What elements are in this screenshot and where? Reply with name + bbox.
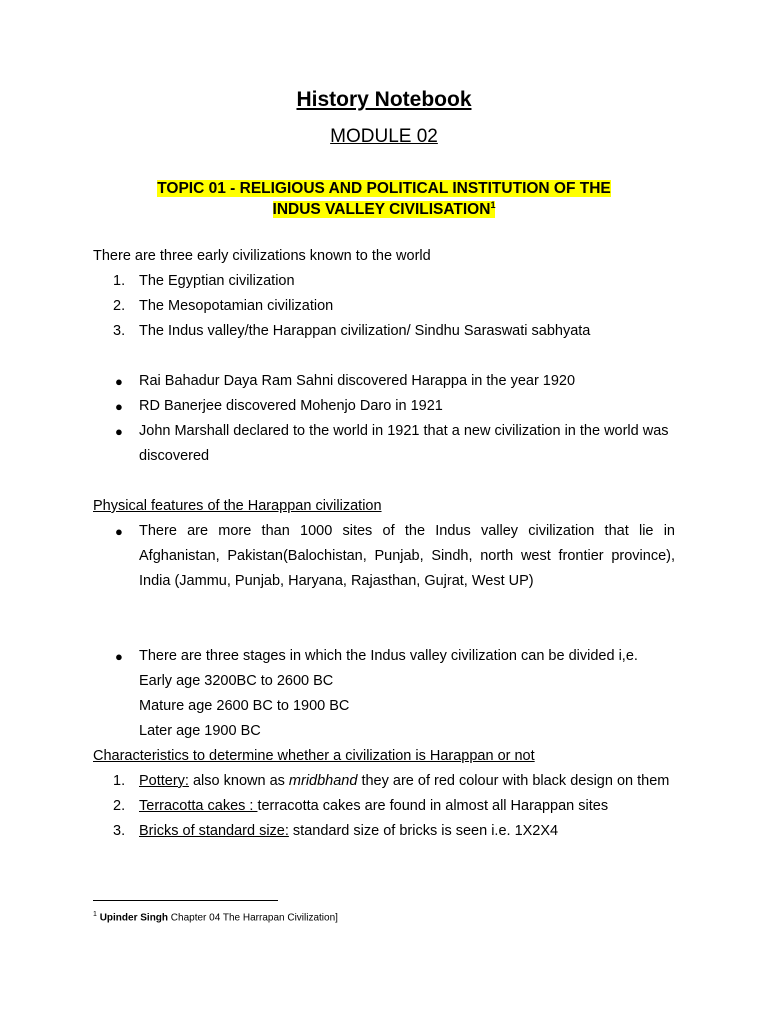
list-item-text: John Marshall declared to the world in 1921 that a new civilization in the world was discovered bbox=[139, 423, 669, 464]
list-number: 1. bbox=[113, 273, 126, 289]
footnote-divider bbox=[93, 900, 278, 901]
physical-features-list bbox=[93, 519, 675, 594]
list-number: 2. bbox=[113, 298, 126, 314]
list-item-text: The Indus valley/the Harappan civilization/ Sindhu Saraswati sabhyata bbox=[139, 323, 591, 339]
list-item-text: The Egyptian civilization bbox=[139, 273, 295, 289]
topic-heading bbox=[100, 178, 668, 220]
list-number: 3. bbox=[113, 323, 126, 339]
list-item-text: they are of red colour with black design on them bbox=[357, 773, 670, 789]
stages-list bbox=[93, 644, 675, 744]
list-number: 2. bbox=[113, 798, 126, 814]
module-heading: MODULE 02 bbox=[330, 126, 438, 147]
list-item bbox=[93, 419, 675, 469]
footnote bbox=[93, 908, 338, 925]
list-item bbox=[93, 769, 675, 794]
stage-mature: Mature age 2600 BC to 1900 BC bbox=[139, 698, 350, 714]
footnote-number: 1 bbox=[93, 911, 97, 918]
footnote-reference[interactable]: 1 bbox=[490, 199, 496, 210]
list-item-text: Rai Bahadur Daya Ram Sahni discovered Harappa in the year 1920 bbox=[139, 373, 576, 389]
term-bricks: Bricks of standard size: bbox=[139, 823, 289, 839]
discoveries-list bbox=[93, 369, 675, 469]
list-item bbox=[93, 644, 675, 744]
topic-line-1: TOPIC 01 - RELIGIOUS AND POLITICAL INSTITUTION OF THE bbox=[157, 180, 611, 197]
list-item-text: also known as bbox=[188, 773, 289, 789]
list-item bbox=[93, 319, 675, 344]
footnote-author: Upinder Singh bbox=[99, 912, 169, 924]
topic-line-2-text: INDUS VALLEY CIVILISATION bbox=[272, 201, 491, 218]
bullet-icon: ● bbox=[115, 649, 123, 664]
bullet-icon: ● bbox=[115, 374, 123, 389]
topic-line-2 bbox=[273, 201, 496, 218]
list-item-text: terracotta cakes are found in almost all Harappan sites bbox=[257, 798, 609, 814]
list-number: 1. bbox=[113, 773, 126, 789]
characteristics-heading: Characteristics to determine whether a civilization is Harappan or not bbox=[93, 748, 535, 764]
physical-features-heading: Physical features of the Harappan civilization bbox=[93, 498, 382, 514]
list-item bbox=[93, 294, 675, 319]
list-item bbox=[93, 519, 675, 594]
list-item bbox=[93, 819, 675, 844]
footnote-text: Chapter 04 The Harrapan Civilization] bbox=[168, 912, 338, 924]
civilizations-list bbox=[93, 269, 675, 344]
page-title: History Notebook bbox=[296, 88, 472, 111]
list-item-text: There are three stages in which the Indus valley civilization can be divided i,e. bbox=[139, 648, 638, 664]
stage-early: Early age 3200BC to 2600 BC bbox=[139, 673, 334, 689]
document-body bbox=[93, 244, 675, 844]
list-item bbox=[93, 369, 675, 394]
intro-paragraph: There are three early civilizations known to the world bbox=[93, 248, 431, 264]
list-item-text: There are more than 1000 sites of the Indus valley civilization that lie in Afghanistan, Pakistan(Balochistan, Punjab, Sindh, north west frontier province), India (Jammu, Punjab, Haryana, Rajasthan, Gujrat, West UP) bbox=[139, 523, 675, 589]
bullet-icon: ● bbox=[115, 424, 123, 439]
list-item bbox=[93, 269, 675, 294]
bullet-icon: ● bbox=[115, 524, 123, 539]
list-item-text: The Mesopotamian civilization bbox=[139, 298, 334, 314]
list-item-text: standard size of bricks is seen i.e. 1X2X4 bbox=[288, 823, 559, 839]
list-number: 3. bbox=[113, 823, 126, 839]
list-item bbox=[93, 394, 675, 419]
characteristics-list bbox=[93, 769, 675, 844]
stage-later: Later age 1900 BC bbox=[139, 723, 261, 739]
list-item bbox=[93, 794, 675, 819]
term-mridbhand: mridbhand bbox=[288, 773, 358, 789]
list-item-text: RD Banerjee discovered Mohenjo Daro in 1921 bbox=[139, 398, 443, 414]
bullet-icon: ● bbox=[115, 399, 123, 414]
term-terracotta: Terracotta cakes : bbox=[139, 798, 258, 814]
term-pottery: Pottery: bbox=[139, 773, 189, 789]
